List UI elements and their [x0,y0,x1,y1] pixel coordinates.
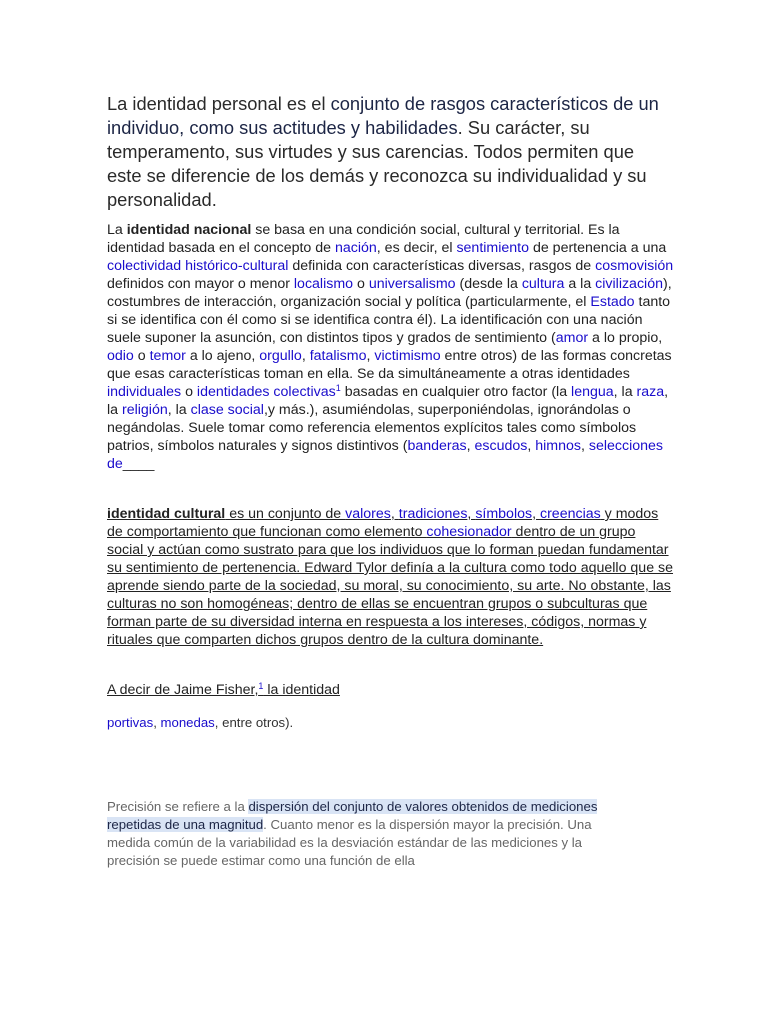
text-run: tanto si se identifica con él como si se identifica contra él). La identificación con una nación suele suponer la asunción, con distintos tipos y grados de sentimiento ( [107,294,671,346]
intro-definition: conjunto de rasgos característicos de un individuo, como sus actitudes y habilidades [107,93,659,138]
text-run: , [390,506,399,522]
text-run: , la [167,402,191,418]
footnote-ref[interactable]: 1 [335,383,341,393]
text-run: ,y más.), asumiéndolas, superponiéndolas, ignorándolas o negándolas. Suele tomar como referencia elementos explícitos tales como símbolos patrios, símbolos naturales y signos distintivos ( [107,402,637,454]
link-sentimiento[interactable]: sentimiento [456,240,530,256]
text-run: , [532,506,540,522]
link-religion[interactable]: religión [121,402,168,418]
link-estado[interactable]: Estado [590,294,635,310]
text-run: , [580,438,589,454]
text-run: basadas en cualquier otro factor (la [340,384,572,400]
text-run: , [527,438,536,454]
intro-text: . Su carácter, su temperamento, sus virtudes y sus carencias. Todos permiten que este se diferencie de los demás y reconozca su individualidad y su personalidad. [107,117,647,210]
text-run: a lo propio, [588,330,663,346]
footnote-ref[interactable]: 1 [258,681,264,691]
text-run: definida con características diversas, rasgos de [288,258,596,274]
link-selecciones[interactable]: selecciones de [107,438,664,472]
link-cohesionador[interactable]: cohesionador [426,524,512,540]
link-identidades-colectivas[interactable]: identidades colectivas [196,384,336,400]
text-run: a lo ajeno, [185,348,260,364]
text-run: , [466,438,475,454]
link-cosmovision[interactable]: cosmovisión [595,258,674,274]
text-run: se basa en una condición social, cultural y territorial. Es la identidad basada en el concepto de [107,222,620,256]
identidad-cultural-term: identidad cultural [107,506,226,522]
identidad-cultural-paragraph [107,505,675,649]
link-lengua[interactable]: lengua [571,384,614,400]
link-raza[interactable]: raza [636,384,665,400]
text-run: es un conjunto de [225,506,346,522]
text-run: Precisión se refiere a la [107,799,249,814]
text-run: o [133,348,150,364]
text-run: entre otros) de las formas concretas que esas características toman en ella. Se da simultáneamente a otras identidades [107,348,672,382]
link-cultura[interactable]: cultura [521,276,565,292]
text-run: , entre otros). [214,715,294,730]
identidad-nacional-paragraph [107,221,675,473]
link-individuales[interactable]: individuales [107,384,182,400]
link-creencias[interactable]: creencias [539,506,601,522]
text-run: a la [564,276,596,292]
text-run: la identidad [263,682,340,698]
link-monedas[interactable]: monedas [160,715,215,730]
text-run: y modos de comportamiento que funcionan como elemento [107,506,659,540]
text-run: o [353,276,369,292]
text-run: La [107,222,127,238]
text-run: , [467,506,476,522]
link-valores[interactable]: valores [345,506,391,522]
text-run: , [366,348,375,364]
intro-text: La identidad personal es el [107,93,331,114]
link-orgullo[interactable]: orgullo [259,348,302,364]
link-nacion[interactable]: nación [334,240,377,256]
text-run: , es decir, el [376,240,457,256]
text-run: , [153,715,161,730]
link-localismo[interactable]: localismo [293,276,354,292]
text-run: dentro de un grupo social y actúan como sustrato para que los individuos que lo forman puedan fundamentar su sentimiento de pertenencia. Edward Tylor definía a la cultura como todo aquello que se aprende siendo parte de la sociedad, su moral, su conocimiento, su arte. No obstante, las culturas no son homogéneas; dentro de ellas se encuentran grupos o subculturas que forman parte de su diversidad interna en respuesta a los intereses, códigos, normas y rituales que comparten dichos grupos dentro de la cultura dominante. [107,524,674,648]
link-clase-social[interactable]: clase social [190,402,264,418]
link-temor[interactable]: temor [149,348,186,364]
text-run: , la [613,384,637,400]
text-run: , [301,348,310,364]
text-run: definidos con mayor o menor [107,276,294,292]
link-colectividad[interactable]: colectividad histórico-cultural [107,258,289,274]
text-run: A decir de Jaime Fisher, [107,682,259,698]
link-escudos[interactable]: escudos [474,438,528,454]
link-portivas[interactable]: portivas [107,715,154,730]
portivas-line [107,714,507,732]
link-banderas[interactable]: banderas [407,438,467,454]
highlighted-definition: dispersión del conjunto de valores obtenidos de mediciones repetidas de una magnitud [107,799,598,832]
link-tradiciones[interactable]: tradiciones [398,506,468,522]
link-odio[interactable]: odio [107,348,134,364]
link-himnos[interactable]: himnos [535,438,581,454]
identidad-nacional-term: identidad nacional [126,222,252,238]
link-universalismo[interactable]: universalismo [368,276,456,292]
link-fatalismo[interactable]: fatalismo [309,348,367,364]
text-run: . Cuanto menor es la dispersión mayor la precisión. Una medida común de la variabilidad es la desviación estándar de las mediciones y la precisión se puede estimar como una función de ella [107,817,592,868]
link-victimismo[interactable]: victimismo [374,348,441,364]
text-run: , la [107,384,669,418]
text-run: de pertenencia a una [529,240,667,256]
text-run: (desde la [455,276,522,292]
text-run: ), costumbres de interacción, organización social y política (particularmente, el [107,276,672,310]
link-simbolos[interactable]: símbolos [475,506,533,522]
fisher-quote-line [107,681,507,699]
link-amor[interactable]: amor [555,330,589,346]
text-run: o [181,384,197,400]
precision-paragraph [107,798,627,870]
link-civilizacion[interactable]: civilización [595,276,663,292]
text-run: ____ [122,456,155,472]
intro-paragraph [107,92,667,212]
